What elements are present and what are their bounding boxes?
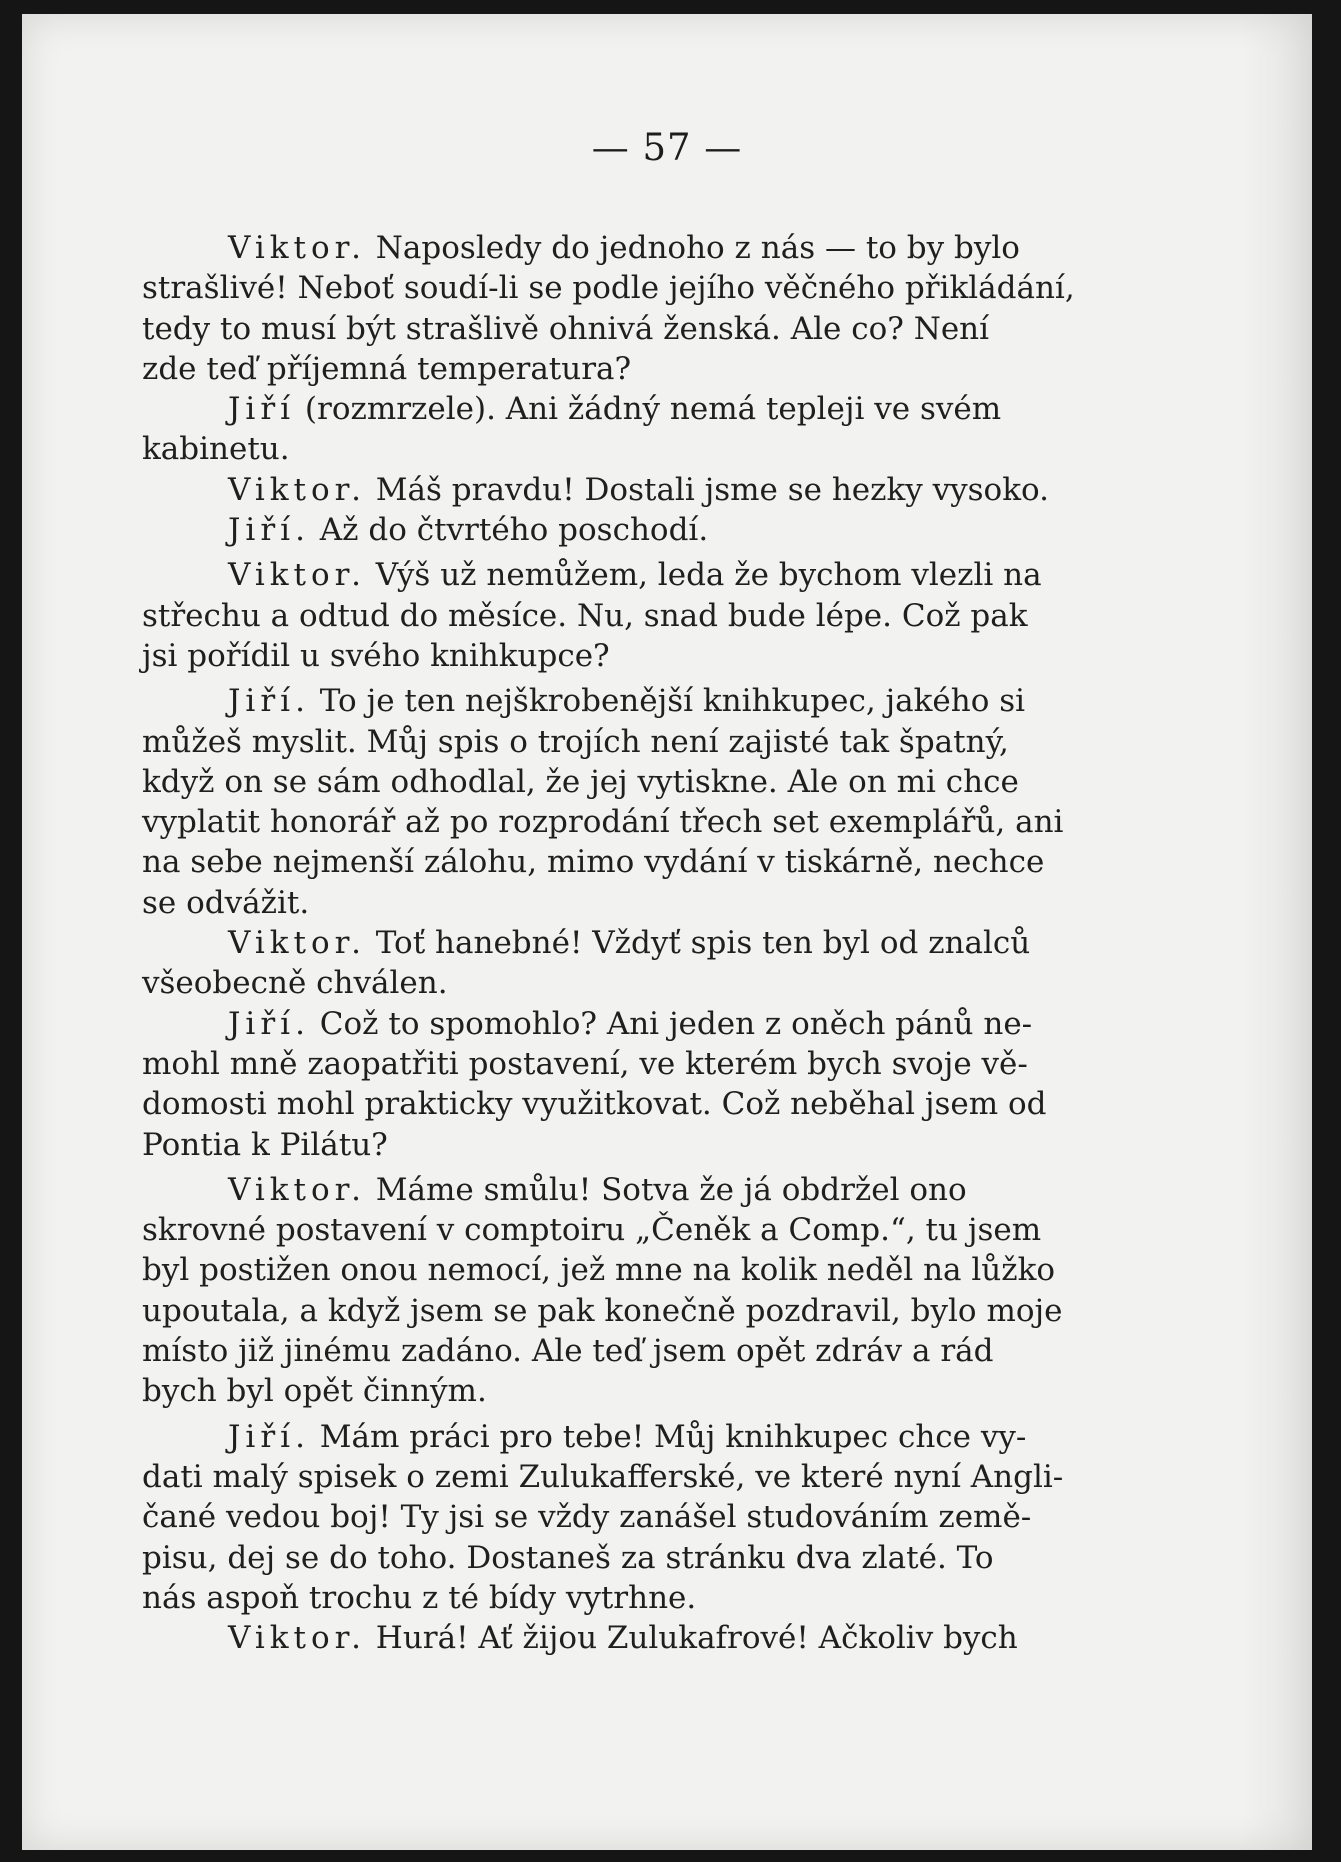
line-text: kabinetu. — [142, 431, 290, 468]
line-text: (rozmrzele). Ani žádný nemá tepleji ve svém — [295, 391, 1002, 428]
text-line — [142, 268, 1192, 308]
text-line — [142, 1084, 1192, 1124]
text-line — [142, 762, 1192, 802]
speaker-name: Viktor. — [228, 925, 366, 962]
line-text: dati malý spisek o zemi Zulukafferské, ve které nyní Angli- — [142, 1458, 1064, 1495]
speaker-name: Viktor. — [228, 471, 366, 508]
line-text: zde teď příjemná temperatura? — [142, 350, 632, 387]
speaker-name: Viktor. — [228, 1620, 366, 1657]
text-line — [142, 1291, 1192, 1331]
text-line — [142, 1417, 1192, 1457]
line-text: můžeš myslit. Můj spis o trojích není zajisté tak špatný, — [142, 723, 1009, 760]
speaker-name: Jiří — [228, 391, 296, 428]
body-text — [142, 228, 1192, 1658]
text-line — [142, 802, 1192, 842]
speaker-name: Viktor. — [228, 230, 366, 266]
line-text: strašlivé! Neboť soudí-li se podle jejího věčného přikládání, — [142, 270, 1075, 307]
line-text: pisu, dej se do toho. Dostaneš za stránku dva zlaté. To — [142, 1539, 994, 1576]
text-line — [142, 228, 1192, 268]
speaker-name: Jiří. — [228, 1005, 310, 1042]
text-line — [142, 963, 1192, 1003]
text-line — [142, 923, 1192, 963]
line-text: Mám práci pro tebe! Můj knihkupec chce vy- — [309, 1418, 1027, 1455]
text-line — [142, 1371, 1192, 1411]
line-text: na sebe nejmenší zálohu, mimo vydání v tiskárně, nechce — [142, 844, 1045, 881]
page-edge-shading — [1242, 14, 1312, 1850]
text-line — [142, 1044, 1192, 1084]
line-text: místo již jinému zadáno. Ale teď jsem opět zdráv a rád — [142, 1333, 994, 1370]
book-page — [22, 14, 1312, 1850]
line-text: když on se sám odhodlal, že jej vytiskne. Ale on mi chce — [142, 763, 1019, 800]
text-line — [142, 1538, 1192, 1578]
text-line — [142, 596, 1192, 636]
text-line — [142, 510, 1192, 550]
line-text: Pontia k Pilátu? — [142, 1126, 388, 1163]
text-line — [142, 349, 1192, 389]
text-line — [142, 1250, 1192, 1290]
text-line — [142, 470, 1192, 510]
text-line — [142, 389, 1192, 429]
speaker-name: Jiří. — [228, 512, 310, 549]
line-text: Naposledy do jednoho z nás — to by bylo — [365, 230, 1020, 266]
line-text: čané vedou boj! Ty jsi se vždy zanášel studováním země- — [142, 1499, 1032, 1536]
text-line — [142, 309, 1192, 349]
text-line — [142, 636, 1192, 676]
text-line — [142, 842, 1192, 882]
text-line — [142, 1578, 1192, 1618]
line-text: bych byl opět činným. — [142, 1373, 487, 1410]
line-text: Hurá! Ať žijou Zulukafrové! Ačkoliv bych — [365, 1620, 1018, 1657]
line-text: se odvážit. — [142, 884, 310, 921]
speaker-name: Viktor. — [228, 1171, 366, 1208]
text-line — [142, 681, 1192, 721]
line-text: Máš pravdu! Dostali jsme se hezky vysoko. — [365, 471, 1049, 508]
text-line — [142, 1331, 1192, 1371]
line-text: tedy to musí být strašlivě ohnivá ženská. Ale co? Není — [142, 310, 990, 347]
line-text: upoutala, a když jsem se pak konečně pozdravil, bylo moje — [142, 1292, 1063, 1329]
speaker-name: Viktor. — [228, 557, 366, 594]
line-text: nás aspoň trochu z té bídy vytrhne. — [142, 1579, 697, 1616]
speaker-name: Jiří. — [228, 683, 310, 720]
text-line — [142, 1497, 1192, 1537]
line-text: Máme smůlu! Sotva že já obdržel ono — [365, 1171, 967, 1208]
text-line — [142, 1170, 1192, 1210]
text-line — [142, 1004, 1192, 1044]
line-text: To je ten nejškrobenější knihkupec, jakého si — [309, 683, 1026, 720]
text-line — [142, 883, 1192, 923]
line-text: byl postižen onou nemocí, jež mne na kolik neděl na lůžko — [142, 1252, 1056, 1289]
line-text: střechu a odtud do měsíce. Nu, snad bude lépe. Což pak — [142, 597, 1028, 634]
line-text: mohl mně zaopatřiti postavení, ve kterém bych svoje vě- — [142, 1045, 1028, 1082]
line-text: vyplatit honorář až po rozprodání třech set exemplářů, ani — [142, 804, 1064, 841]
line-text: Až do čtvrtého poschodí. — [309, 512, 709, 549]
line-text: skrovné postavení v comptoiru „Čeněk a Comp.“, tu jsem — [142, 1212, 1042, 1249]
line-text: Toť hanebné! Vždyť spis ten byl od znalců — [365, 925, 1031, 962]
text-line — [142, 555, 1192, 595]
text-line — [142, 1618, 1192, 1658]
text-line — [142, 1125, 1192, 1165]
speaker-name: Jiří. — [228, 1418, 310, 1455]
line-text: Což to spomohlo? Ani jeden z oněch pánů ne- — [309, 1005, 1033, 1042]
line-text: domosti mohl prakticky využitkovat. Což neběhal jsem od — [142, 1086, 1047, 1123]
text-line — [142, 1457, 1192, 1497]
line-text: všeobecně chválen. — [142, 965, 448, 1002]
line-text: Výš už nemůžem, leda že bychom vlezli na — [365, 557, 1042, 594]
text-line — [142, 429, 1192, 469]
page-number: — 57 — — [591, 126, 743, 169]
text-line — [142, 722, 1192, 762]
text-line — [142, 1210, 1192, 1250]
line-text: jsi pořídil u svého knihkupce? — [142, 637, 610, 674]
